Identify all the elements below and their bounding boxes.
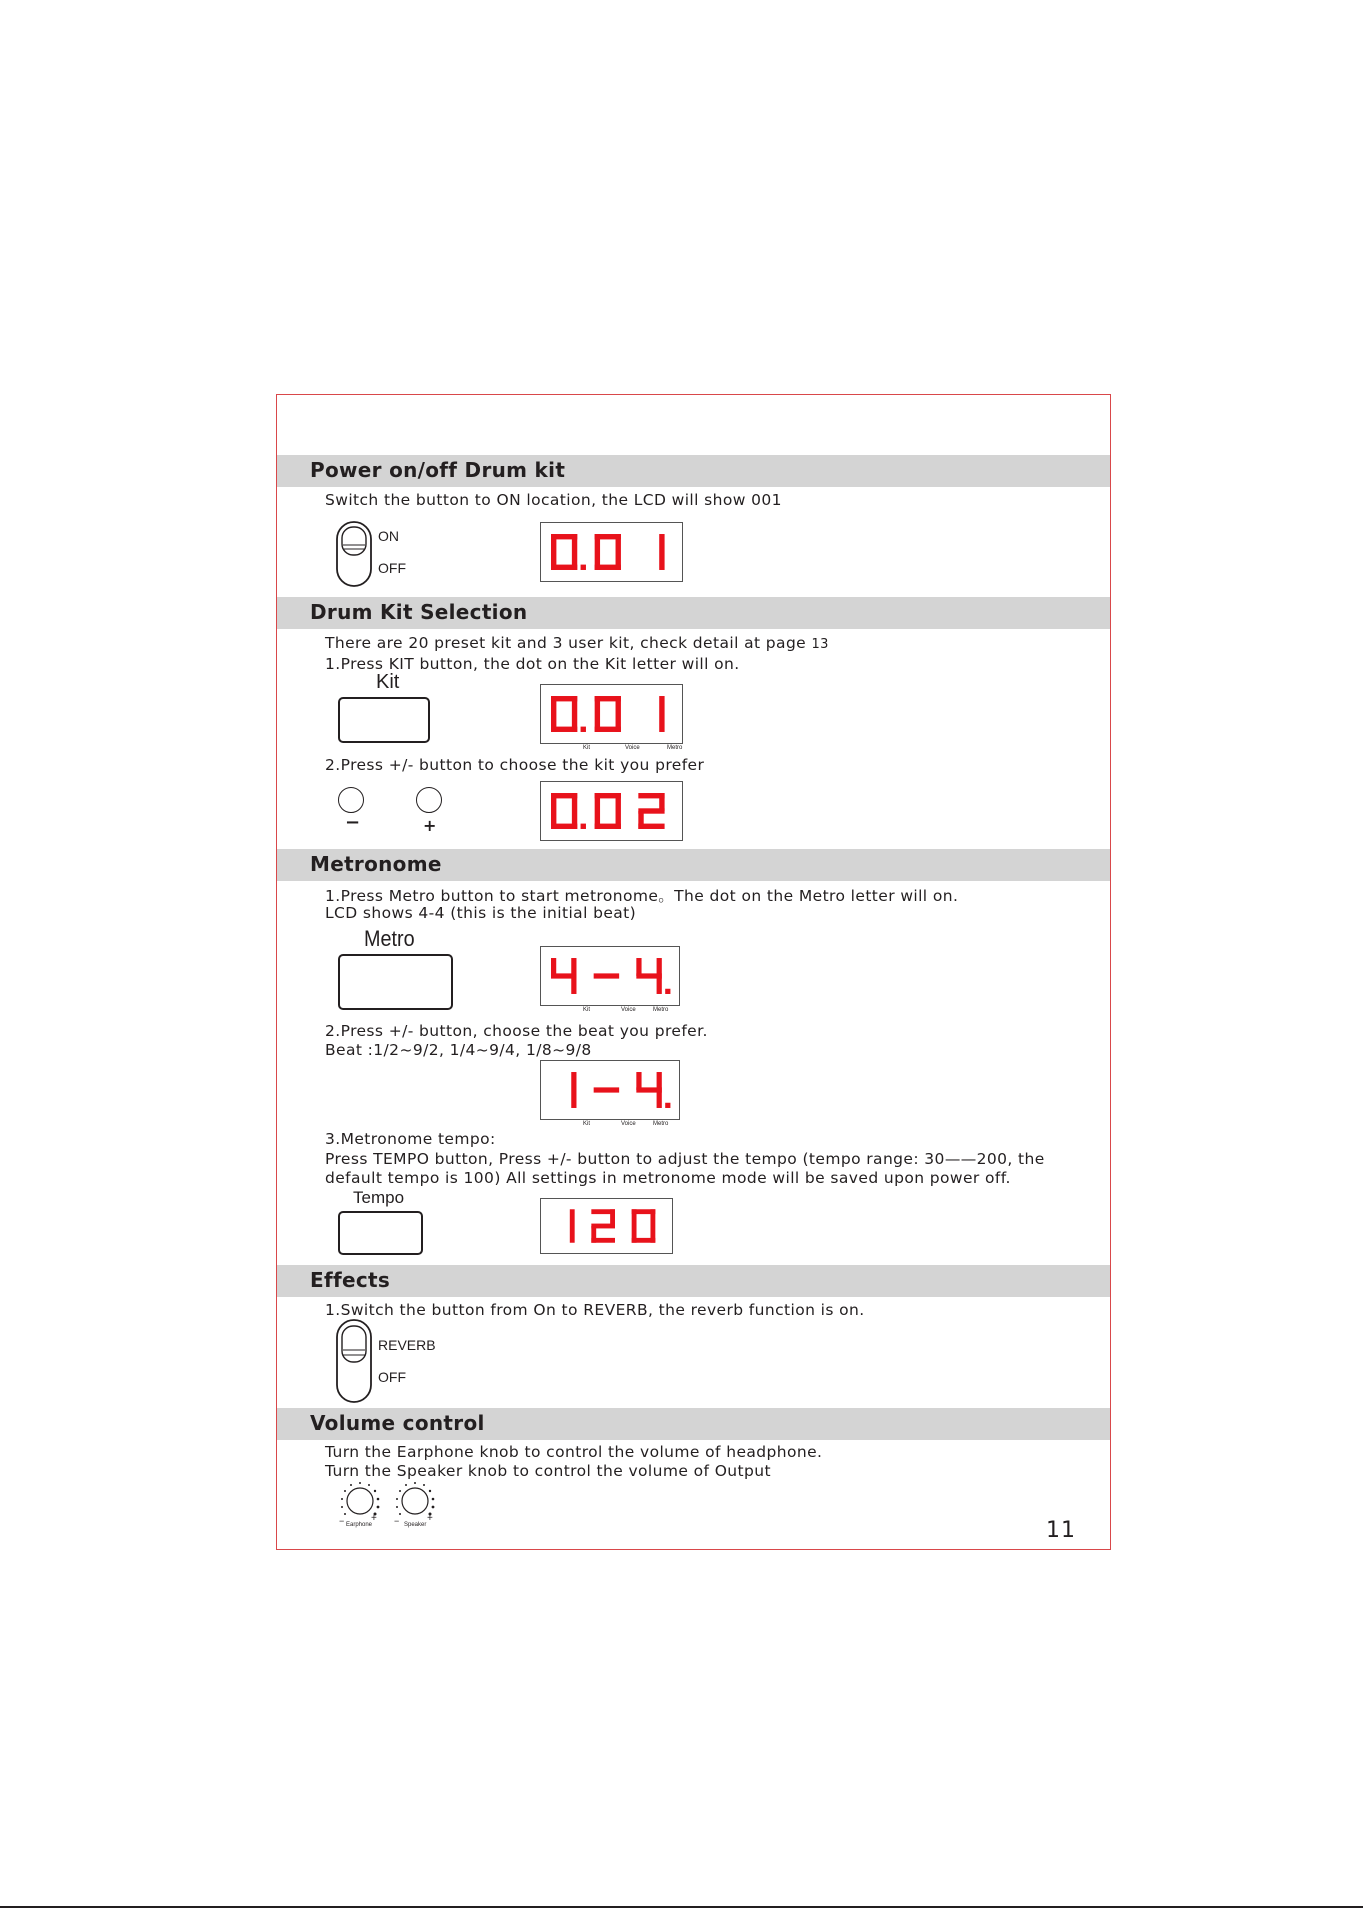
plus-label: +: [423, 816, 437, 835]
switch-off-label: OFF: [378, 560, 406, 576]
lcd-segment-f: [595, 793, 600, 811]
section-header-volume: [277, 1408, 1110, 1440]
switch-on-label: ON: [378, 528, 399, 544]
lcd-segment-c: [616, 552, 621, 570]
lcd-segment-b: [650, 1209, 655, 1226]
section-title: Metronome: [310, 852, 442, 876]
indicator-kit: Kit: [583, 1121, 591, 1127]
minus-label: −: [345, 812, 361, 833]
lcd-segment-f: [551, 958, 556, 976]
metro-button-label: Metro: [364, 926, 415, 951]
lcd-segment-b: [571, 1072, 576, 1090]
lcd-segment-g: [594, 973, 619, 978]
lcd-segment-g: [594, 1087, 619, 1092]
lcd-segment-f: [595, 696, 600, 714]
volume-instruction-2: Turn the Speaker knob to control the volume of Output: [325, 1462, 771, 1480]
power-instruction: Switch the button to ON location, the LCD will show 001: [325, 491, 782, 509]
kit-instruction-2: 1.Press KIT button, the dot on the Kit letter will on.: [325, 655, 740, 673]
lcd-segment-dot: [581, 824, 586, 829]
lcd-segment-e: [551, 714, 556, 732]
earphone-knob-label: Earphone: [346, 1522, 373, 1528]
lcd-segment-c: [657, 976, 662, 994]
lcd-segment-f: [551, 534, 556, 552]
metronome-instruction-1: 1.Press Metro button to start metronome。The dot on the Metro letter will on.: [325, 887, 959, 905]
indicator-voice: Voice: [621, 1121, 636, 1127]
switch-off-label: OFF: [378, 1369, 406, 1385]
plus-button[interactable]: [416, 787, 442, 813]
lcd-segment-c: [659, 714, 664, 732]
lcd-segment-b: [657, 958, 662, 976]
indicator-metro: Metro: [667, 745, 683, 751]
indicator-voice: Voice: [621, 1007, 636, 1013]
lcd-segment-f: [636, 958, 641, 976]
lcd-segment-f: [636, 1072, 641, 1090]
lcd-segment-b: [616, 793, 621, 811]
knob-minus-label: −: [339, 1516, 345, 1526]
volume-instruction-1: Turn the Earphone knob to control the volume of headphone.: [325, 1443, 823, 1461]
lcd-segment-b: [659, 793, 664, 811]
section-title: Power on/off Drum kit: [310, 458, 566, 482]
bottom-rule: [0, 1906, 1363, 1908]
switch-reverb-label: REVERB: [378, 1337, 436, 1353]
tempo-button-label: Tempo: [353, 1188, 405, 1207]
kit-instruction-text: There are 20 preset kit and 3 user kit, check detail at page: [325, 634, 807, 652]
page-reference: 13: [811, 637, 829, 652]
page-number: 11: [1046, 1518, 1076, 1543]
lcd-segment-f: [595, 534, 600, 552]
indicator-metro: Metro: [653, 1007, 669, 1013]
lcd-segment-c: [570, 1226, 575, 1243]
lcd-segment-c: [659, 552, 664, 570]
lcd-segment-e: [591, 1226, 596, 1243]
metro-button[interactable]: [338, 954, 453, 1010]
lcd-segment-f: [632, 1209, 637, 1226]
lcd-segment-e: [638, 811, 643, 829]
lcd-segment-dot: [665, 1103, 670, 1108]
lcd-segment-b: [657, 1072, 662, 1090]
lcd-segment-dot: [581, 565, 586, 570]
metronome-instruction-2: LCD shows 4-4 (this is the initial beat): [325, 904, 637, 922]
lcd-segment-c: [571, 976, 576, 994]
lcd-segment-f: [551, 793, 556, 811]
lcd-segment-c: [572, 811, 577, 829]
kit-instruction-3: 2.Press +/- button to choose the kit you prefer: [325, 756, 705, 774]
knob-plus-label: +: [427, 1513, 433, 1524]
reverb-switch-icon: [335, 1318, 375, 1404]
lcd-segment-b: [616, 534, 621, 552]
lcd-segment-b: [571, 958, 576, 976]
lcd-segment-b: [616, 696, 621, 714]
lcd-segment-dot: [665, 989, 670, 994]
knob-plus-label: +: [371, 1513, 377, 1524]
lcd-segment-c: [650, 1226, 655, 1243]
lcd-segment-e: [595, 552, 600, 570]
indicator-metro: Metro: [653, 1121, 669, 1127]
metronome-instruction-4: Beat :1/2~9/2, 1/4~9/4, 1/8~9/8: [325, 1041, 592, 1059]
tempo-button[interactable]: [338, 1211, 423, 1255]
lcd-display: [540, 1060, 680, 1127]
lcd-segment-e: [632, 1226, 637, 1243]
indicator-kit: Kit: [583, 1007, 591, 1013]
indicator-kit: Kit: [583, 745, 591, 751]
section-header-effects: [277, 1265, 1110, 1297]
section-title: Drum Kit Selection: [310, 600, 528, 624]
indicator-voice: Voice: [625, 745, 640, 751]
minus-button[interactable]: [338, 787, 364, 813]
lcd-segment-e: [551, 811, 556, 829]
lcd-display: [540, 522, 683, 582]
speaker-knob-label: Speaker: [404, 1522, 427, 1528]
metronome-instruction-5: 3.Metronome tempo:: [325, 1130, 496, 1148]
lcd-segment-c: [616, 811, 621, 829]
lcd-segment-b: [572, 793, 577, 811]
lcd-segment-b: [610, 1209, 615, 1226]
power-switch-icon: [335, 520, 375, 588]
lcd-segment-c: [657, 1090, 662, 1108]
section-title: Volume control: [310, 1411, 485, 1435]
lcd-segment-c: [572, 714, 577, 732]
lcd-segment-dot: [581, 727, 586, 732]
metronome-instruction-6: Press TEMPO button, Press +/- button to adjust the tempo (tempo range: 30——200, the: [325, 1150, 1045, 1168]
section-header-kit: [277, 597, 1110, 629]
effects-instruction: 1.Switch the button from On to REVERB, the reverb function is on.: [325, 1301, 865, 1319]
lcd-segment-c: [572, 552, 577, 570]
lcd-segment-e: [595, 811, 600, 829]
kit-button[interactable]: [338, 697, 430, 743]
kit-instruction-1: [325, 634, 829, 652]
knob-minus-label: −: [394, 1516, 400, 1526]
section-title: Effects: [310, 1268, 391, 1292]
lcd-segment-b: [659, 534, 664, 552]
lcd-segment-e: [551, 552, 556, 570]
lcd-segment-b: [572, 696, 577, 714]
lcd-segment-c: [616, 714, 621, 732]
section-header-power: [277, 455, 1110, 487]
lcd-display: [540, 781, 683, 841]
earphone-knob-icon[interactable]: [338, 1480, 384, 1524]
lcd-segment-b: [659, 696, 664, 714]
lcd-display: [540, 684, 683, 751]
metronome-instruction-7: default tempo is 100) All settings in metronome mode will be saved upon power off.: [325, 1169, 1011, 1187]
kit-button-label: Kit: [376, 671, 400, 693]
lcd-display: [540, 1198, 673, 1254]
lcd-segment-b: [572, 534, 577, 552]
metronome-instruction-3: 2.Press +/- button, choose the beat you prefer.: [325, 1022, 708, 1040]
lcd-segment-f: [551, 696, 556, 714]
lcd-segment-e: [595, 714, 600, 732]
lcd-display: [540, 946, 680, 1013]
lcd-segment-b: [570, 1209, 575, 1226]
lcd-segment-c: [571, 1090, 576, 1108]
section-header-metronome: [277, 849, 1110, 881]
